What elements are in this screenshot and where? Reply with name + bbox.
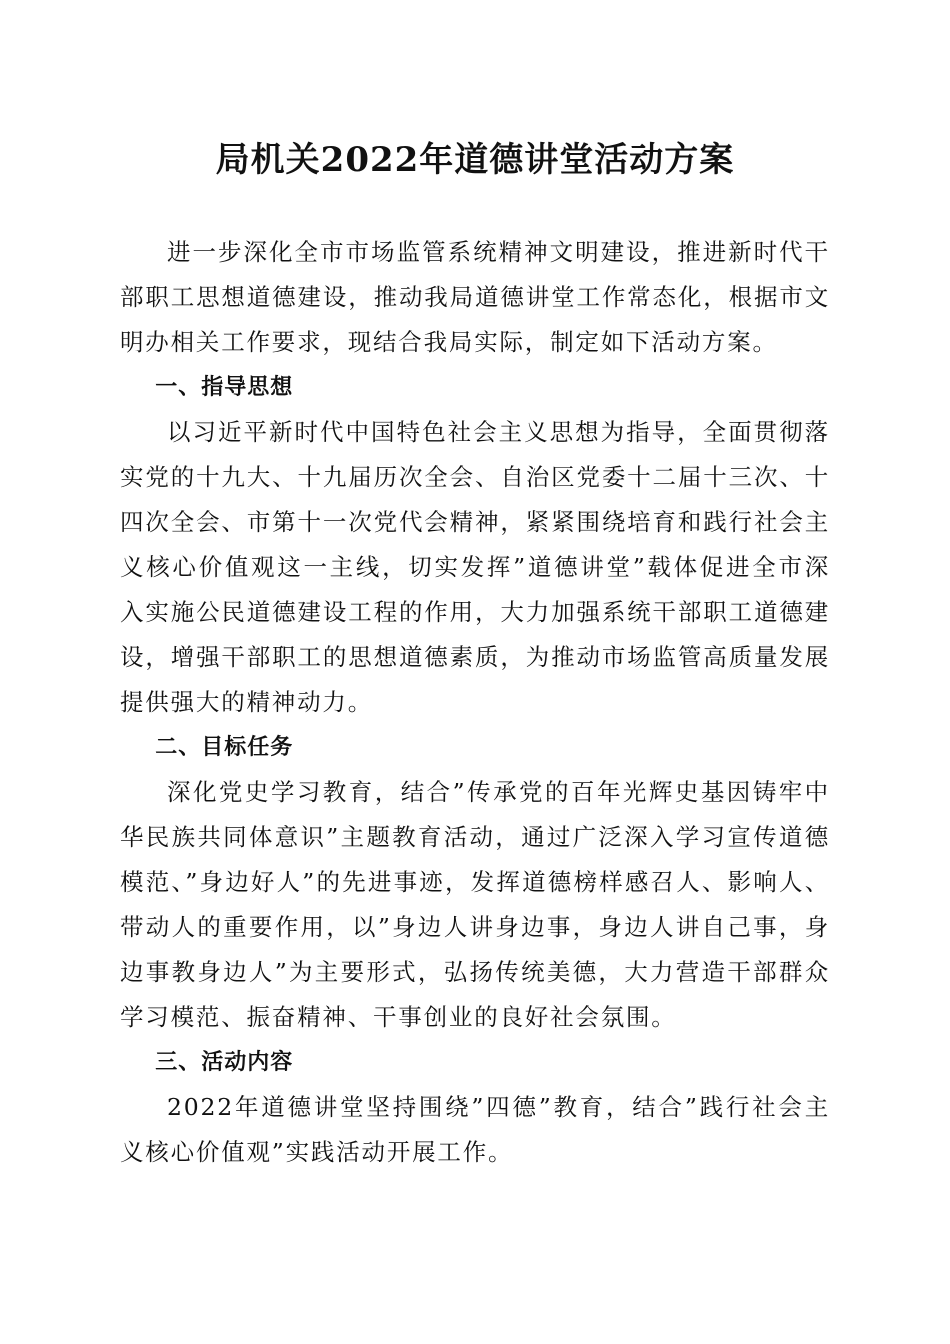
document-title: 局机关2022年道德讲堂活动方案 <box>215 140 735 180</box>
intro-paragraph: 进一步深化全市市场监管系统精神文明建设，推进新时代干部职工思想道德建设，推动我局道德讲堂工作常态化，根据市文明办相关工作要求，现结合我局实际，制定如下活动方案。 <box>120 238 830 356</box>
section-text-activity-content: 2022年道德讲堂坚持围绕”四德”教育，结合”践行社会主义核心价值观”实践活动开展工作。 <box>120 1093 830 1166</box>
section-text-objectives: 深化党史学习教育，结合”传承党的百年光辉史基因铸牢中华民族共同体意识”主题教育活动，通过广泛深入学习宣传道德模范、”身边好人”的先进事迹，发挥道德榜样感召人、影响人、带动人的重要作用，以”身边人讲身边事，身边人讲自己事，身边事教身边人”为主要形式，弘扬传统美德，大力营造干部群众学习模范、振奋精神、干事创业的良好社会氛围。 <box>120 778 830 1031</box>
section-heading-activity-content: 三、活动内容 <box>155 1050 294 1075</box>
document-body <box>120 230 830 1175</box>
section-text-guiding-ideology: 以习近平新时代中国特色社会主义思想为指导，全面贯彻落实党的十九大、十九届历次全会、自治区党委十二届十三次、十四次全会、市第十一次党代会精神，紧紧围绕培育和践行社会主义核心价值观这一主线，切实发挥”道德讲堂”载体促进全市深入实施公民道德建设工程的作用，大力加强系统干部职工道德建设，增强干部职工的思想道德素质，为推动市场监管高质量发展提供强大的精神动力。 <box>120 418 830 716</box>
section-heading-guiding-ideology: 一、指导思想 <box>155 375 294 400</box>
section-heading-objectives: 二、目标任务 <box>155 735 294 760</box>
